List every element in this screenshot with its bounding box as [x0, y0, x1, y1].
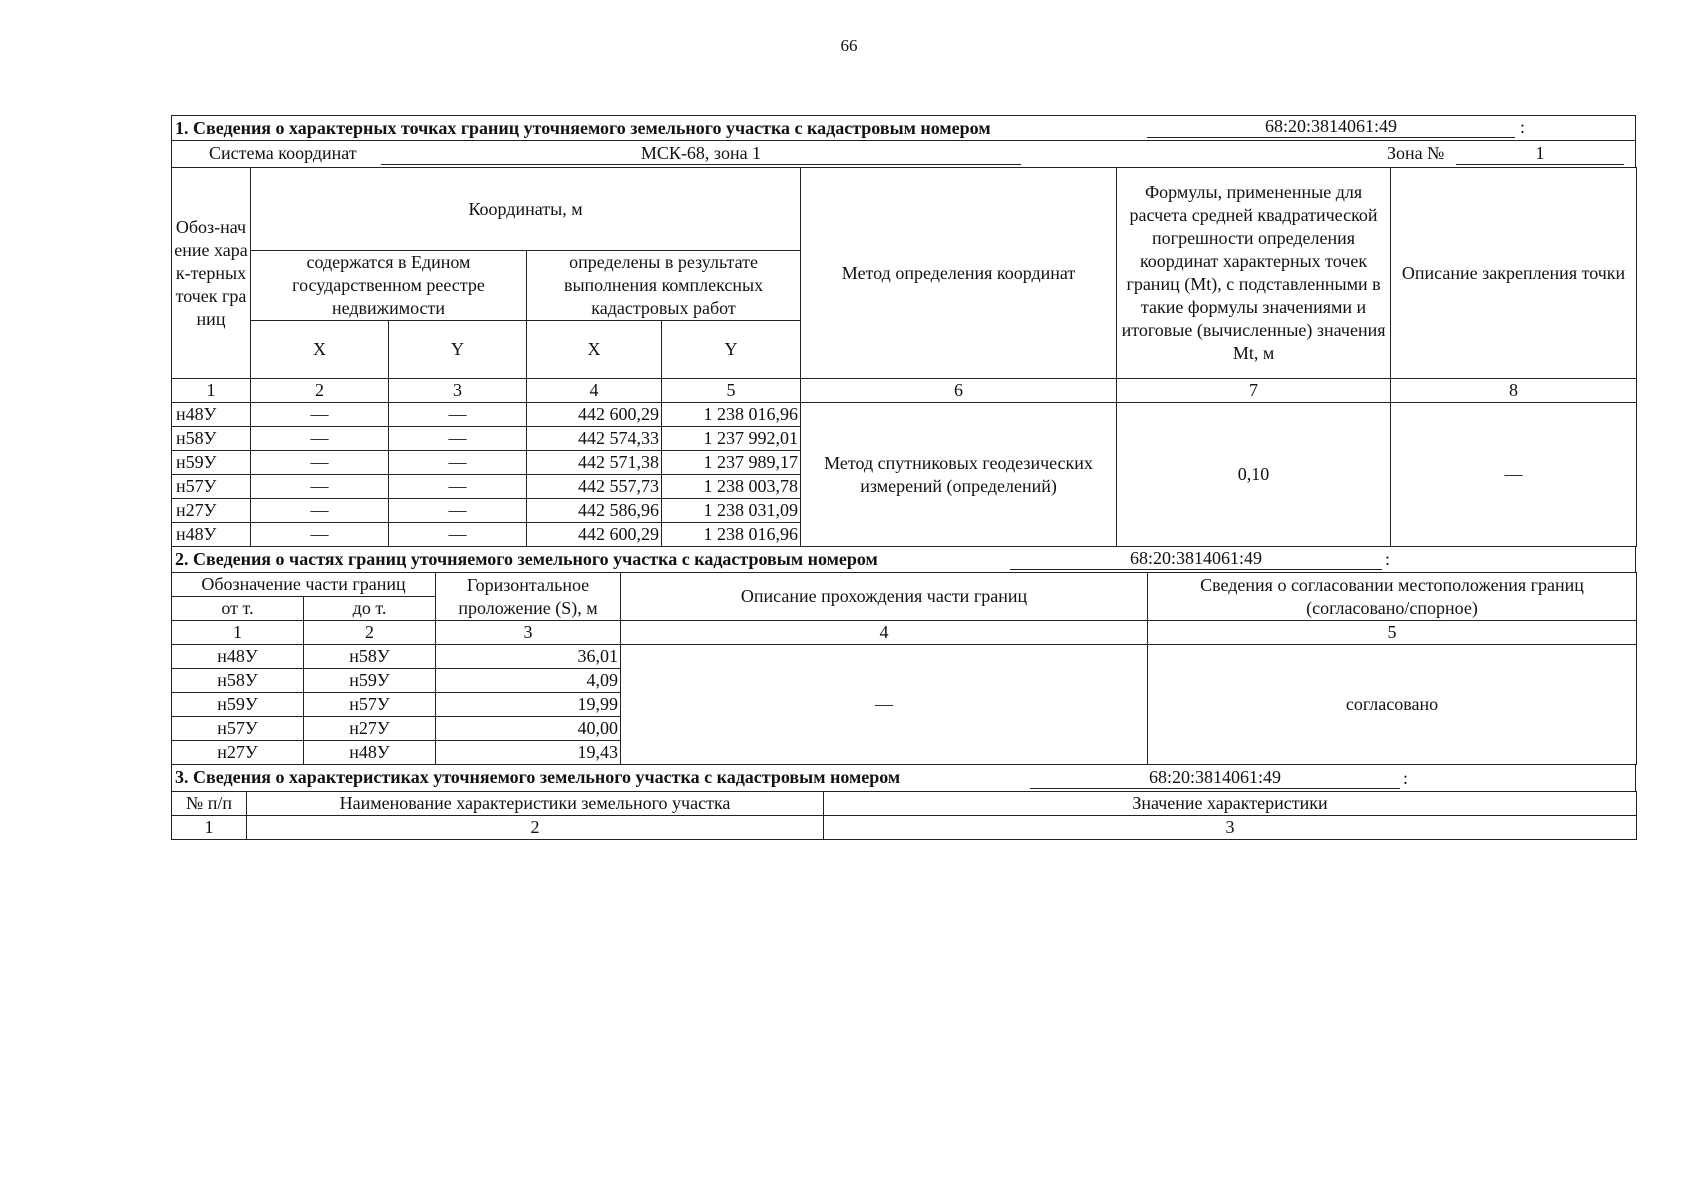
- point-id: н59У: [172, 451, 251, 475]
- section2-header: [171, 547, 1636, 572]
- point-id: н58У: [172, 427, 251, 451]
- page-number: 66: [840, 36, 858, 55]
- header-y: Y: [662, 321, 801, 379]
- column-numbers-row: [172, 379, 1637, 403]
- col-number: 7: [1117, 379, 1391, 403]
- header-from: от т.: [172, 597, 304, 621]
- section2-cadastral-number: 68:20:3814061:49: [1010, 547, 1382, 570]
- reg-y: —: [389, 403, 527, 427]
- coord-y: 1 237 992,01: [662, 427, 801, 451]
- reg-x: —: [251, 427, 389, 451]
- header-to: до т.: [304, 597, 436, 621]
- reg-x: —: [251, 523, 389, 547]
- header-determined: определены в результате выполнения комплексных кадастровых работ: [527, 251, 801, 321]
- column-numbers-row: [172, 816, 1637, 840]
- part-from: н27У: [172, 741, 304, 765]
- header-method: Метод определения координат: [801, 168, 1117, 379]
- part-from: н59У: [172, 693, 304, 717]
- col-number: 5: [1148, 621, 1637, 645]
- zone-value: 1: [1456, 142, 1624, 165]
- coord-y: 1 238 003,78: [662, 475, 801, 499]
- agreement-value: согласовано: [1148, 645, 1637, 765]
- header-distance: Горизонтальное проложение (S), м: [436, 573, 621, 621]
- point-id: н48У: [172, 523, 251, 547]
- coord-x: 442 571,38: [527, 451, 662, 475]
- coord-system-row: [171, 140, 1636, 167]
- coord-x: 442 600,29: [527, 523, 662, 547]
- mt-value: 0,10: [1117, 403, 1391, 547]
- col-number: 2: [304, 621, 436, 645]
- col-number: 2: [247, 816, 824, 840]
- part-distance: 19,99: [436, 693, 621, 717]
- point-id: н57У: [172, 475, 251, 499]
- header-agreement: Сведения о согласовании местоположения границ (согласовано/спорное): [1148, 573, 1637, 621]
- col-number: 8: [1391, 379, 1637, 403]
- header-formulas: Формулы, примененные для расчета средней квадратической погрешности определения координат характерных точек границ (Mt), с подставленными в такие формулы значениями и итоговые (вычисленные) значения Mt, м: [1117, 168, 1391, 379]
- reg-y: —: [389, 475, 527, 499]
- description-value: —: [621, 645, 1148, 765]
- part-to: н48У: [304, 741, 436, 765]
- coord-system-label: Система координат: [209, 143, 357, 163]
- part-to: н27У: [304, 717, 436, 741]
- header-fixing: Описание закрепления точки: [1391, 168, 1637, 379]
- section1-header: [171, 115, 1636, 140]
- part-from: н58У: [172, 669, 304, 693]
- method-value: Метод спутниковых геодезических измерений (определений): [801, 403, 1117, 547]
- section3-cadastral-number: 68:20:3814061:49: [1030, 766, 1400, 789]
- section2-colon: :: [1385, 549, 1391, 569]
- coord-x: 442 574,33: [527, 427, 662, 451]
- section3-colon: :: [1403, 768, 1409, 788]
- header-designation: Обоз-начение харак-терных точек границ: [172, 168, 251, 379]
- col-number: 3: [824, 816, 1637, 840]
- part-from: н57У: [172, 717, 304, 741]
- reg-y: —: [389, 523, 527, 547]
- header-reg-x: X: [251, 321, 389, 379]
- column-numbers-row: [172, 621, 1637, 645]
- part-distance: 36,01: [436, 645, 621, 669]
- col-number: 2: [251, 379, 389, 403]
- point-id: н48У: [172, 403, 251, 427]
- reg-x: —: [251, 403, 389, 427]
- col-number: 6: [801, 379, 1117, 403]
- header-coordinates: Координаты, м: [251, 168, 801, 251]
- parts-table: [171, 572, 1637, 765]
- part-from: н48У: [172, 645, 304, 669]
- part-distance: 19,43: [436, 741, 621, 765]
- col-number: 1: [172, 379, 251, 403]
- points-table: [171, 167, 1637, 547]
- col-number: 3: [436, 621, 621, 645]
- section3-header: [171, 765, 1636, 791]
- cadastral-form: [171, 115, 1636, 840]
- part-distance: 40,00: [436, 717, 621, 741]
- reg-y: —: [389, 499, 527, 523]
- col-number: 4: [621, 621, 1148, 645]
- point-id: н27У: [172, 499, 251, 523]
- header-description: Описание прохождения части границ: [621, 573, 1148, 621]
- reg-x: —: [251, 451, 389, 475]
- col-number: 4: [527, 379, 662, 403]
- reg-x: —: [251, 499, 389, 523]
- coord-y: 1 237 989,17: [662, 451, 801, 475]
- reg-y: —: [389, 451, 527, 475]
- section2-title: 2. Сведения о частях границ уточняемого земельного участка с кадастровым номером: [175, 549, 878, 569]
- part-to: н58У: [304, 645, 436, 669]
- coord-x: 442 600,29: [527, 403, 662, 427]
- col-number: 1: [172, 816, 247, 840]
- header-x: X: [527, 321, 662, 379]
- header-value: Значение характеристики: [824, 792, 1637, 816]
- reg-x: —: [251, 475, 389, 499]
- coord-x: 442 557,73: [527, 475, 662, 499]
- col-number: 5: [662, 379, 801, 403]
- characteristics-table: [171, 791, 1637, 840]
- header-num: № п/п: [172, 792, 247, 816]
- coord-y: 1 238 016,96: [662, 403, 801, 427]
- fixing-value: —: [1391, 403, 1637, 547]
- table-row: [172, 403, 1637, 427]
- col-number: 3: [389, 379, 527, 403]
- coord-y: 1 238 016,96: [662, 523, 801, 547]
- part-to: н59У: [304, 669, 436, 693]
- header-in-registry: содержатся в Едином государственном реестре недвижимости: [251, 251, 527, 321]
- table-row: [172, 645, 1637, 669]
- coord-x: 442 586,96: [527, 499, 662, 523]
- header-reg-y: Y: [389, 321, 527, 379]
- section1-cadastral-number: 68:20:3814061:49: [1147, 115, 1515, 138]
- zone-label: Зона №: [1387, 143, 1445, 163]
- part-to: н57У: [304, 693, 436, 717]
- header-name: Наименование характеристики земельного участка: [247, 792, 824, 816]
- header-part: Обозначение части границ: [172, 573, 436, 597]
- section3-title: 3. Сведения о характеристиках уточняемого земельного участка с кадастровым номером: [175, 767, 901, 787]
- col-number: 1: [172, 621, 304, 645]
- section1-title: 1. Сведения о характерных точках границ уточняемого земельного участка с кадастровым номером: [175, 118, 991, 138]
- part-distance: 4,09: [436, 669, 621, 693]
- coord-y: 1 238 031,09: [662, 499, 801, 523]
- reg-y: —: [389, 427, 527, 451]
- coord-system-value: МСК-68, зона 1: [381, 142, 1021, 165]
- section1-colon: :: [1520, 117, 1526, 137]
